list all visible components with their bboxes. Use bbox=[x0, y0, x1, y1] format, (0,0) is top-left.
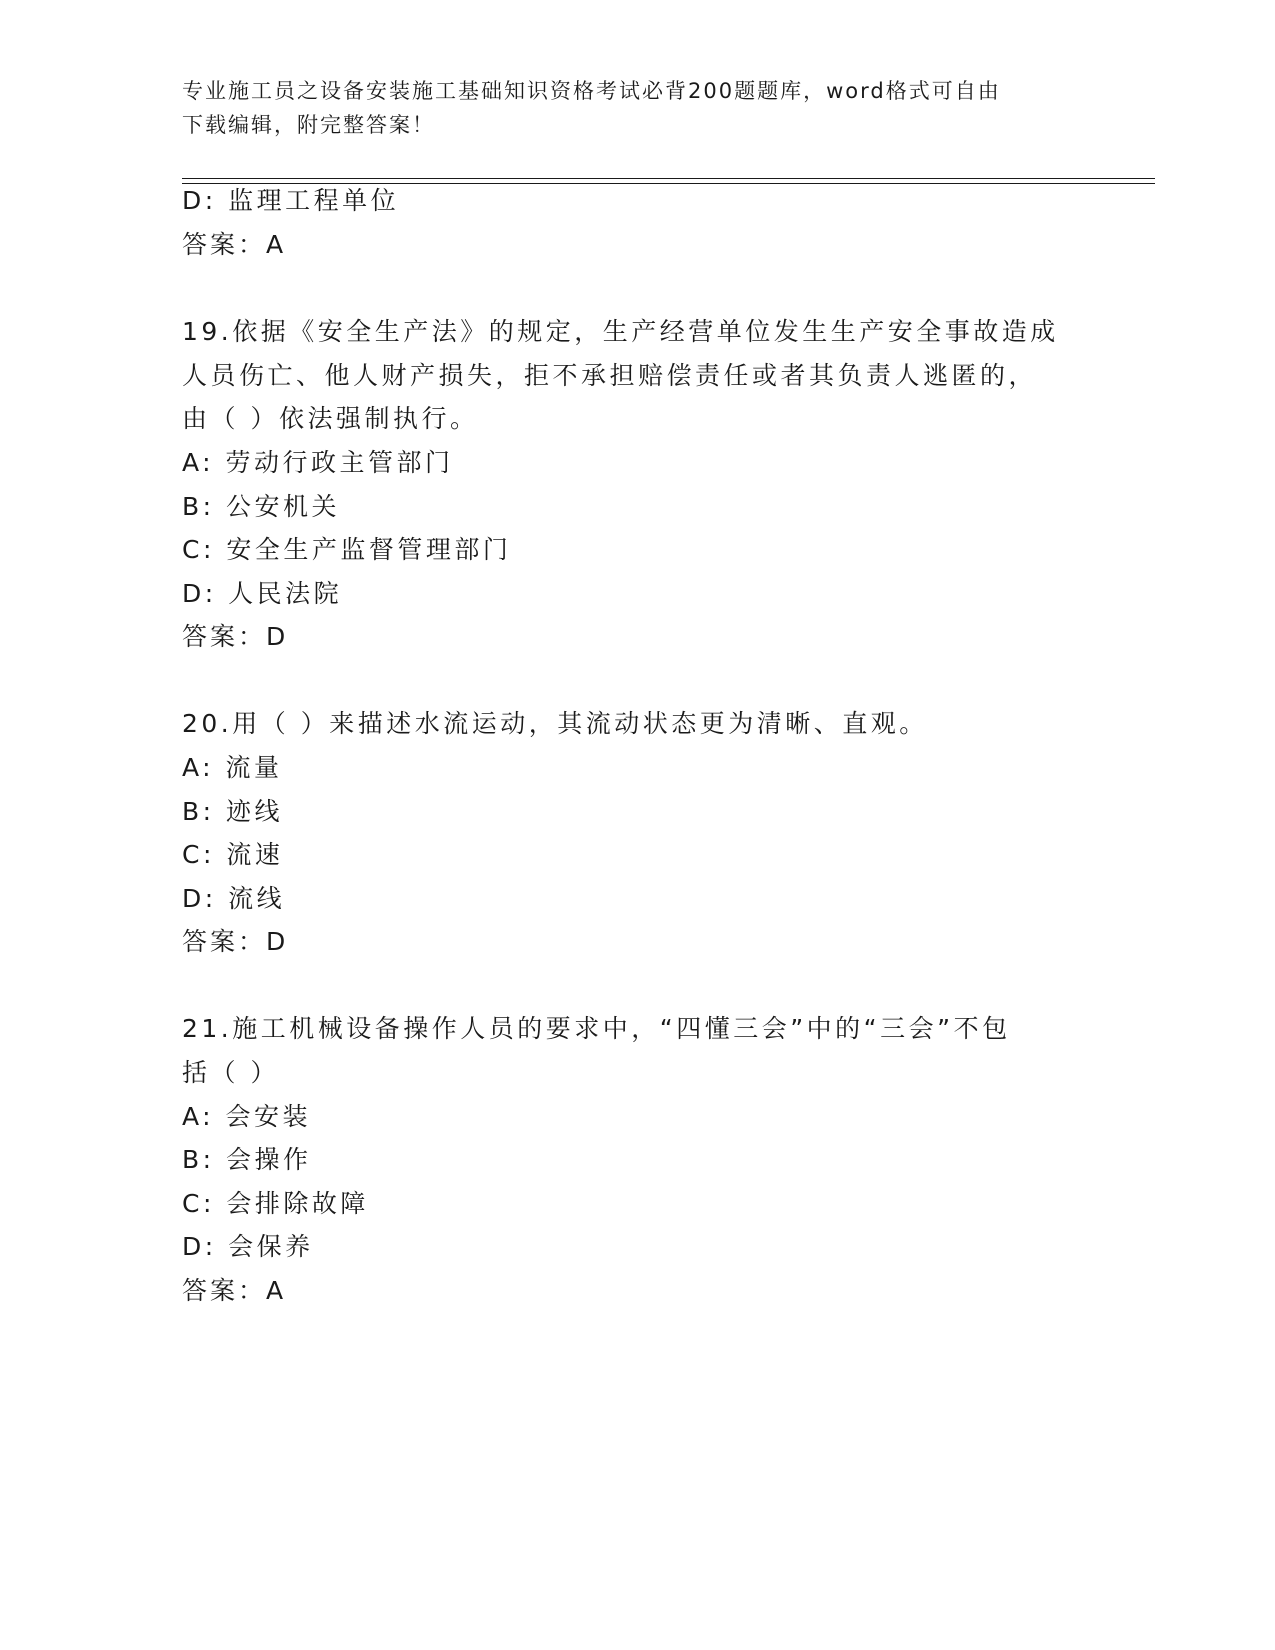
q21-answer: 答案：A bbox=[182, 1276, 287, 1305]
q20-option-d: D: 流线 bbox=[182, 884, 286, 913]
q20-option-b: B: 迹线 bbox=[182, 797, 284, 826]
q20-stem-line-1: 20.用（ ）来描述水流运动，其流动状态更为清晰、直观。 bbox=[182, 709, 928, 738]
prev-answer: 答案：A bbox=[182, 230, 287, 259]
q19-stem-line-2: 人员伤亡、他人财产损失，拒不承担赔偿责任或者其负责人逃匿的， bbox=[182, 361, 1038, 390]
header-line-1: 专业施工员之设备安装施工基础知识资格考试必背200题题库，word格式可自由 bbox=[182, 79, 1001, 103]
q19-option-b: B: 公安机关 bbox=[182, 492, 341, 521]
q20-option-c: C: 流速 bbox=[182, 840, 284, 869]
q21-option-b: B: 会操作 bbox=[182, 1145, 312, 1174]
q21-stem-line-1: 21.施工机械设备操作人员的要求中，“四懂三会”中的“三会”不包 bbox=[182, 1014, 1011, 1043]
q19-option-a: A: 劳动行政主管部门 bbox=[182, 448, 454, 477]
prev-option-d: D: 监理工程单位 bbox=[182, 186, 400, 215]
q19-stem-line-3: 由（ ）依法强制执行。 bbox=[182, 404, 479, 433]
q19-option-c: C: 安全生产监督管理部门 bbox=[182, 535, 512, 564]
q21-option-a: A: 会安装 bbox=[182, 1102, 312, 1131]
q19-answer: 答案：D bbox=[182, 622, 289, 651]
q19-stem-line-1: 19.依据《安全生产法》的规定，生产经营单位发生生产安全事故造成 bbox=[182, 317, 1059, 346]
header-divider-bottom bbox=[182, 183, 1155, 184]
header-divider-top bbox=[182, 178, 1155, 179]
q21-option-c: C: 会排除故障 bbox=[182, 1189, 369, 1218]
q20-option-a: A: 流量 bbox=[182, 753, 283, 782]
q21-stem-line-2: 括（ ） bbox=[182, 1058, 279, 1087]
q21-option-d: D: 会保养 bbox=[182, 1232, 314, 1261]
document-header bbox=[182, 74, 1082, 142]
header-line-2: 下载编辑，附完整答案！ bbox=[182, 113, 435, 137]
q20-answer: 答案：D bbox=[182, 927, 289, 956]
q19-option-d: D: 人民法院 bbox=[182, 579, 343, 608]
